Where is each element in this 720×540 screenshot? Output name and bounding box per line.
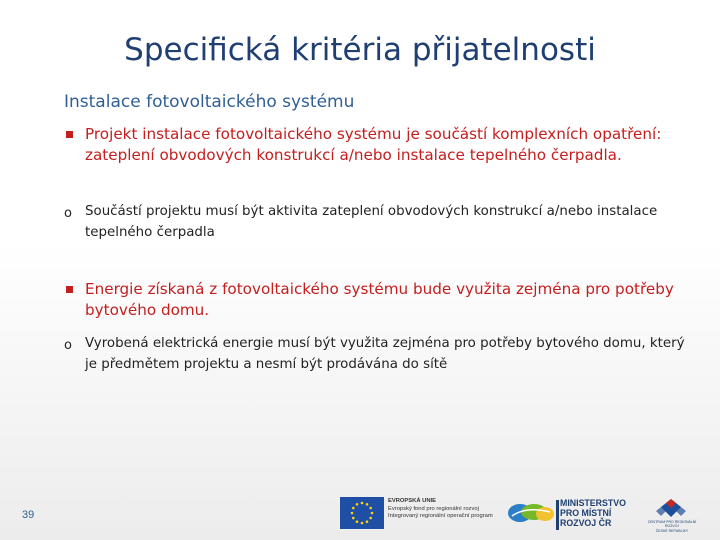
bullet-1 [64,124,685,166]
square-bullet-icon [66,131,73,138]
sub-bullet-1-text: Součástí projektu musí být aktivita zateplení obvodových konstrukcí a/nebo instalace tepelného čerpadla [85,204,658,240]
crr-label [641,520,703,533]
square-bullet-icon [66,286,73,293]
sub-bullet-2-text: Vyrobená elektrická energie musí být využita zejména pro potřeby bytového domu, který je předmětem projektu a nesmí být prodávána do sítě [85,336,685,372]
ministry-logo [560,499,636,528]
ministry-line-1: MINISTERSTVO [560,498,626,508]
bullet-2-text: Energie získaná z fotovoltaického systému bude využita zejména pro potřeby bytového domu. [85,280,674,319]
circle-bullet-icon: o [64,338,72,353]
eu-label [388,498,498,521]
sub-bullet-2 [64,333,685,375]
eu-label-line-3: Integrovaný regionální operační program [388,513,493,519]
crr-line-2: ČESKÉ REPUBLIKY [655,528,689,533]
eu-flag-icon [340,497,384,529]
slide-subtitle: Instalace fotovoltaického systému [64,92,355,112]
eu-label-line-2: Evropský fond pro regionální rozvoj [388,505,479,512]
crr-line-1: CENTRUM PRO REGIONÁLNÍ ROZVOJ [647,520,697,529]
ministry-logo-bar [556,500,559,530]
sub-bullet-1 [64,201,685,243]
ministry-line-3: ROZVOJ ČR [560,517,612,528]
circle-bullet-icon: o [64,206,72,221]
bullet-1-text: Projekt instalace fotovoltaického systému je součástí komplexních opatření: zateplení obvodových konstrukcí a/nebo instalace tepelného čerpadla. [85,125,662,164]
slide-title: Specifická kritéria přijatelnosti [124,32,596,68]
irop-leaf-logo-icon [506,498,556,528]
ministry-line-2: PRO MÍSTNÍ [560,507,612,518]
page-number: 39 [22,509,35,521]
eu-label-line-1: EVROPSKÁ UNIE [388,498,436,504]
bullet-2 [64,279,685,321]
